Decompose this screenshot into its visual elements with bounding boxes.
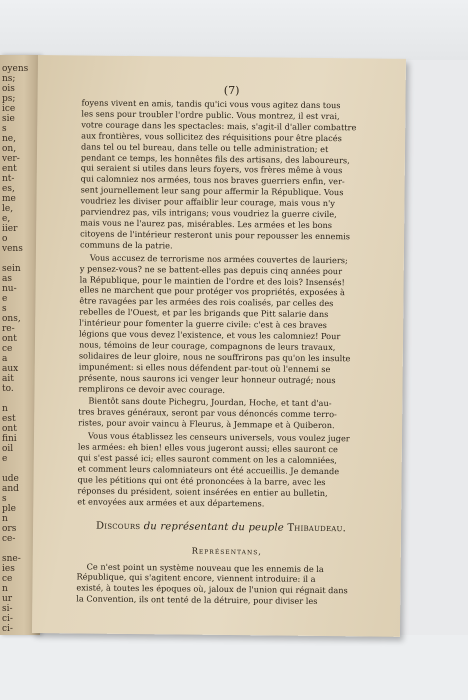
left-page-fragment: ci- bbox=[2, 614, 13, 624]
left-page-fragment: ait bbox=[2, 374, 14, 384]
text-line: Ce n'est point un système nouveau que les ennemis de la bbox=[86, 561, 324, 574]
left-page-fragment: si- bbox=[2, 604, 13, 614]
text-line: et envoyées aux armées et aux départemens. bbox=[77, 496, 265, 509]
left-page-fragment: on, bbox=[2, 144, 17, 154]
text-line: présente, nous saurons ici venger leur honneur outragé; nous bbox=[78, 372, 336, 385]
left-page-fragment: re- bbox=[2, 324, 15, 334]
text-line: qui calomniez nos armées, tous nos braves guerriers enfin, ver- bbox=[80, 173, 345, 187]
left-page-fragment: ur bbox=[2, 594, 13, 604]
text-line: mais vous ne l'aurez pas, misérables. Les armées et les bons bbox=[80, 217, 333, 231]
text-line: Vous accusez de terrorisme nos armées couvertes de lauriers; bbox=[89, 252, 348, 265]
text-line: parviendrez pas, vils intrigans; vous voudriez la guerre civile, bbox=[80, 206, 337, 220]
paragraph bbox=[77, 431, 378, 510]
heading-italic: du représentant du peuple bbox=[143, 520, 285, 534]
text-line: la République, pour le maintien de l'ordre et des lois? Insensés! bbox=[79, 273, 345, 287]
left-page-fragment: ude bbox=[2, 474, 19, 484]
left-page-fragment: ont bbox=[2, 424, 17, 434]
left-page-fragment: s bbox=[2, 494, 7, 504]
left-page-fragment: ne, bbox=[2, 134, 16, 144]
left-page-fragment: ce bbox=[2, 574, 13, 584]
left-page-fragment: ns; bbox=[2, 74, 16, 84]
text-line: réponses du président, soient insérées en entier au bulletin, bbox=[77, 485, 328, 498]
left-page-fragment: s bbox=[2, 304, 7, 314]
text-line: pendant ce temps, les honnêtes fils des artisans, des laboureurs, bbox=[80, 151, 350, 165]
text-line: les armées: eh bien! elles vous jugeront aussi; elles sauront ce bbox=[77, 441, 338, 455]
left-page-fragment: nu- bbox=[2, 284, 17, 294]
text-line: impunément: si elles nous défendent par-tout où l'ennemi se bbox=[78, 361, 331, 374]
left-page-fragment: oil bbox=[2, 444, 14, 454]
left-page-fragment: a bbox=[2, 354, 8, 364]
text-line: Vous vous établissez les censeurs universels, vous voulez juger bbox=[87, 430, 350, 444]
text-line: nous, témoins de leur courage, compagnons de leurs travaux, bbox=[78, 339, 336, 353]
text-line: qui s'est passé ici; elles sauront comment on les a calomniées, bbox=[77, 452, 337, 466]
left-page-fragment: ice bbox=[2, 104, 16, 114]
left-page-fragment: es, bbox=[2, 184, 15, 194]
section-heading bbox=[61, 519, 381, 536]
text-line: voudriez les diviser pour affaiblir leur courage, mais vous n'y bbox=[80, 195, 335, 209]
left-page-fragment: s bbox=[2, 124, 7, 134]
text-line: et comment leurs calomniateurs ont été accueillis. Je demande bbox=[77, 463, 340, 477]
paragraph bbox=[76, 561, 376, 608]
left-page-fragment: e bbox=[2, 294, 8, 304]
text-line: aux frontières, vous sollicitez des réquisitions pour être placés bbox=[81, 130, 342, 143]
text-line: l'intérieur pour fomenter la guerre civile: c'est à ces braves bbox=[79, 317, 327, 331]
text-line: légions que vous devez l'existence, et vous les calomniez! Pour bbox=[79, 328, 341, 342]
left-page-fragment: n bbox=[2, 404, 8, 414]
left-page-fragment: ies bbox=[2, 564, 15, 574]
left-page-fragment: ce- bbox=[2, 534, 16, 544]
backdrop-surface bbox=[0, 635, 468, 700]
heading-name: Thibaudeau. bbox=[287, 522, 347, 534]
left-page-fragment: le, bbox=[2, 204, 14, 214]
text-line: foyens vivent en amis, tandis qu'ici vous vous agitez dans tous bbox=[81, 97, 341, 111]
text-line: sent journellement leur sang pour affermir la République. Vous bbox=[80, 184, 344, 198]
left-page-fragment: n bbox=[2, 584, 8, 594]
text-line: remplirons ce devoir avec courage. bbox=[78, 383, 226, 395]
left-page-fragment: as bbox=[2, 274, 12, 284]
left-page-fragment: nt- bbox=[2, 174, 15, 184]
text-line: dans tel ou tel bureau, dans telle ou telle administration; et bbox=[80, 141, 329, 154]
page-number: (7) bbox=[223, 83, 240, 98]
text-line: solidaires de leur gloire, nous ne souffrirons pas qu'on les insulte bbox=[78, 350, 351, 364]
text-line: rebelles de l'Ouest, et par les brigands que Pitt salarie dans bbox=[79, 306, 329, 320]
paragraph bbox=[80, 97, 382, 253]
text-line: République, qui s'agitent encore, viennent introduire: il a bbox=[76, 571, 316, 585]
left-page-fragment: ps; bbox=[2, 94, 16, 104]
paragraph bbox=[78, 396, 378, 432]
left-page-fragment: ce bbox=[2, 344, 13, 354]
left-page-fragment: e, bbox=[2, 214, 11, 224]
text-line: elles ne marchent que pour protéger vos propriétés, exposées à bbox=[79, 284, 346, 298]
left-page-fragment: ent bbox=[2, 164, 17, 174]
left-page-fragment: sne- bbox=[2, 554, 21, 564]
text-line: citoyens de l'intérieur resteront unis pour repousser les ennemis bbox=[80, 228, 351, 242]
left-page-fragment: o bbox=[2, 234, 8, 244]
left-page-fragment: ont bbox=[2, 334, 17, 344]
left-page-fragment: oyens bbox=[2, 64, 29, 74]
left-page-fragment: ors bbox=[2, 524, 17, 534]
left-page-fragment: sein bbox=[2, 264, 21, 274]
text-line: communs de la patrie. bbox=[79, 239, 173, 251]
left-page-fragment: me bbox=[2, 194, 16, 204]
left-page-fragment: vens bbox=[2, 244, 23, 254]
backdrop bbox=[0, 0, 468, 60]
text-line: y pensez-vous? ne se battent-elles pas depuis cinq années pour bbox=[79, 263, 343, 276]
text-line: que les pétitions qui ont été prononcées à la barre, avec les bbox=[77, 474, 326, 487]
text-line: votre courage dans les spectacles: mais, s'agit-il d'aller combattre bbox=[81, 119, 357, 133]
left-page-fragment: iier bbox=[2, 224, 18, 234]
left-page-fragment: sie bbox=[2, 114, 15, 124]
text-line: les sens pour troubler l'ordre public. Vous montrez, il est vrai, bbox=[81, 108, 340, 122]
left-page-fragment: aux bbox=[2, 364, 19, 374]
left-page-fragment: n bbox=[2, 514, 8, 524]
left-page-fragment: fini bbox=[2, 434, 17, 444]
text-line: existé, à toutes les époques où, jaloux de l'union qui régnait dans bbox=[76, 582, 348, 596]
text-line: ristes, pour avoir vaincu à Fleurus, à Jemmape et à Quiberon. bbox=[78, 417, 335, 431]
text-line: tres braves généraux, seront par vous dénoncés comme terro- bbox=[78, 406, 337, 420]
left-page-fragment: to. bbox=[2, 384, 14, 394]
address-line: Représentans, bbox=[191, 545, 263, 556]
left-page-fragment: est bbox=[2, 414, 16, 424]
page-content bbox=[76, 83, 381, 607]
paragraph bbox=[78, 252, 379, 397]
heading-prefix: Discours bbox=[96, 520, 141, 532]
left-page-fragment: ois bbox=[2, 84, 15, 94]
text-line: qui seraient si utiles dans leurs foyers, vos frères même à vous bbox=[80, 162, 343, 176]
left-page-fragment: ci- bbox=[2, 624, 13, 634]
left-page-fragment: ons, bbox=[2, 314, 21, 324]
text-line: Bientôt sans doute Pichegru, Jourdan, Hoche, et tant d'au- bbox=[88, 396, 332, 409]
text-line: la Convention, ils ont tenté de la détruire, pour diviser les bbox=[76, 593, 318, 607]
left-page-fragment: ver- bbox=[2, 154, 20, 164]
left-page-fragment: ple bbox=[2, 504, 16, 514]
text-line: être ravagées par les armées des rois coalisés, par celles des bbox=[79, 295, 334, 309]
left-page-fragment: and bbox=[2, 484, 19, 494]
left-page-fragment: e bbox=[2, 454, 8, 464]
document-page bbox=[32, 55, 406, 637]
